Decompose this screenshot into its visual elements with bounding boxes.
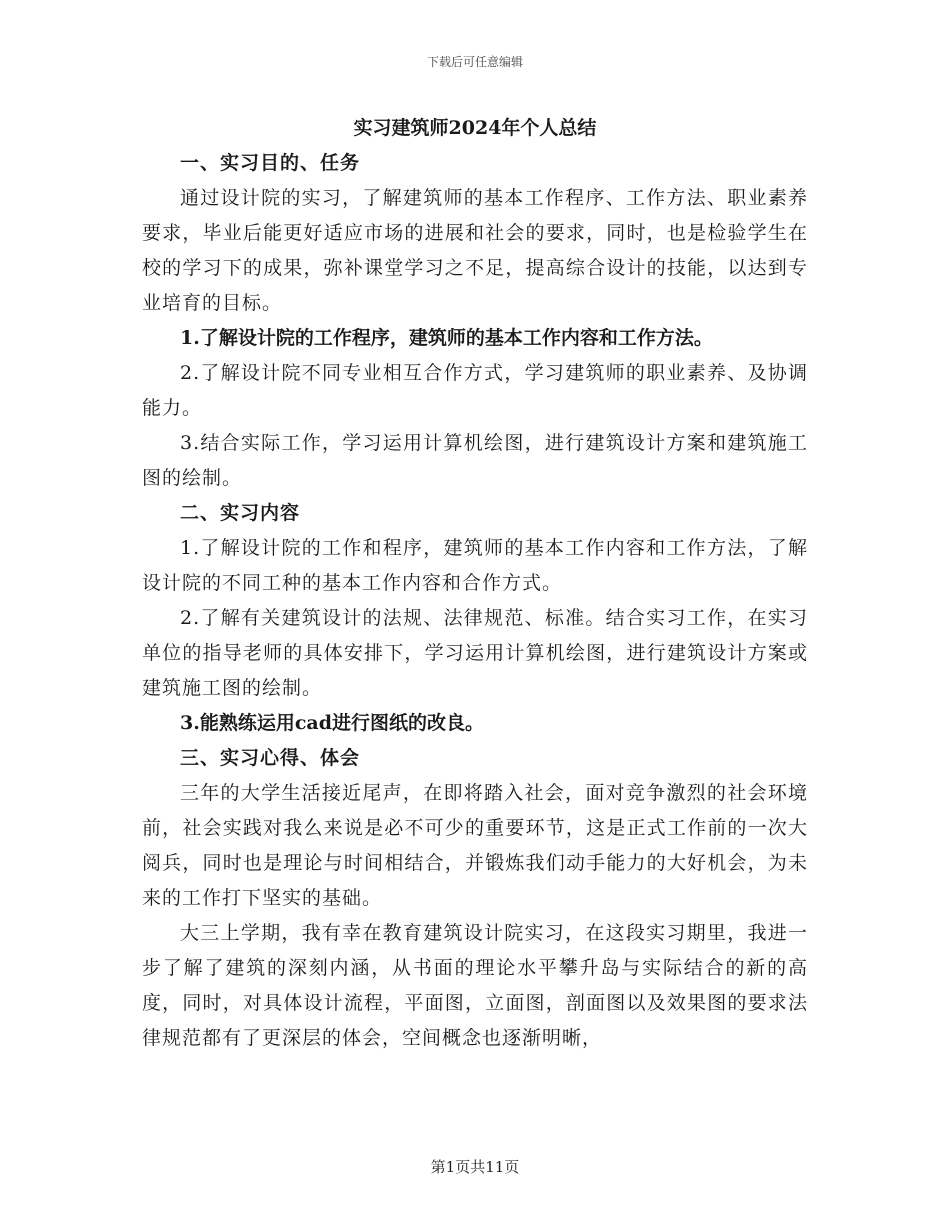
paragraph: 2.了解设计院不同专业相互合作方式，学习建筑师的职业素养、及协调能力。 (142, 362, 808, 419)
section-heading-3: 三、实习心得、体会 (180, 747, 361, 769)
paragraph: 1.了解设计院的工作和程序，建筑师的基本工作内容和工作方法，了解设计院的不同工种的基本工作内容和合作方式。 (142, 537, 808, 594)
paragraph: 三年的大学生活接近尾声，在即将踏入社会，面对竞争激烈的社会环境前，社会实践对我么来说是必不可少的重要环节，这是正式工作前的一次大阅兵，同时也是理论与时间相结合，并锻炼我们动手能力的大好机会，为未来的工作打下坚实的基础。 (142, 782, 808, 909)
paragraph-bold: 3.能熟练运用cad进行图纸的改良。 (180, 712, 485, 734)
paragraph: 3.结合实际工作，学习运用计算机绘图，进行建筑设计方案和建筑施工图的绘制。 (142, 432, 808, 489)
paragraph: 大三上学期，我有幸在教育建筑设计院实习，在这段实习期里，我进一步了解了建筑的深刻内涵，从书面的理论水平攀升岛与实际结合的新的高度，同时，对具体设计流程，平面图，立面图，剖面图以及效果图的要求法律规范都有了更深层的体会，空间概念也逐渐明晰， (142, 922, 808, 1049)
paragraph-bold: 1.了解设计院的工作程序，建筑师的基本工作内容和工作方法。 (180, 327, 713, 349)
document-body (142, 110, 808, 1056)
document-title: 实习建筑师2024年个人总结 (353, 117, 597, 139)
paragraph: 通过设计院的实习，了解建筑师的基本工作程序、工作方法、职业素养要求，毕业后能更好适应市场的进展和社会的要求，同时，也是检验学生在校的学习下的成果，弥补课堂学习之不足，提高综合设计的技能，以达到专业培育的目标。 (142, 187, 808, 314)
section-heading-1: 一、实习目的、任务 (180, 152, 361, 174)
header-note: 下载后可任意编辑 (426, 55, 523, 69)
page-footer: 第1页共11页 (430, 1158, 520, 1176)
paragraph: 2.了解有关建筑设计的法规、法律规范、标准。结合实习工作，在实习单位的指导老师的具体安排下，学习运用计算机绘图，进行建筑设计方案或建筑施工图的绘制。 (142, 607, 808, 699)
section-heading-2: 二、实习内容 (180, 502, 301, 524)
